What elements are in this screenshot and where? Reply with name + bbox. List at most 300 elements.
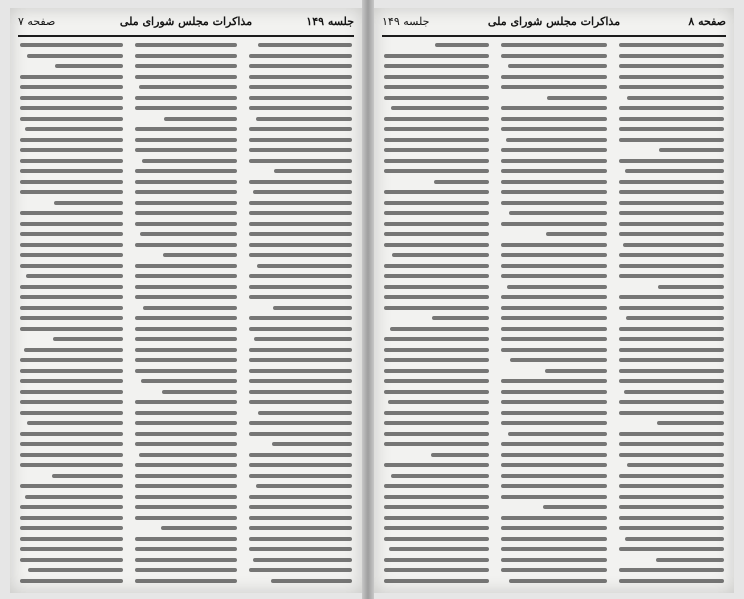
text-line-placeholder xyxy=(249,369,352,373)
text-line-placeholder xyxy=(26,274,123,278)
text-line-placeholder xyxy=(135,516,238,520)
text-line-placeholder xyxy=(627,463,724,467)
text-line-placeholder xyxy=(20,106,123,110)
text-line-placeholder xyxy=(20,379,123,383)
text-line-placeholder xyxy=(249,127,352,131)
text-line-placeholder xyxy=(20,232,123,236)
text-line-placeholder xyxy=(249,547,352,551)
text-line-placeholder xyxy=(53,337,123,341)
text-line-placeholder xyxy=(501,516,606,520)
text-line-placeholder xyxy=(135,484,238,488)
text-line-placeholder xyxy=(135,295,238,299)
text-line-placeholder xyxy=(24,348,123,352)
text-line-placeholder xyxy=(249,400,352,404)
text-line-placeholder xyxy=(140,232,238,236)
text-line-placeholder xyxy=(384,442,489,446)
text-line-placeholder xyxy=(501,568,606,572)
text-line-placeholder xyxy=(143,306,237,310)
text-line-placeholder xyxy=(249,138,352,142)
text-line-placeholder xyxy=(20,505,123,509)
text-line-placeholder xyxy=(135,180,238,184)
text-line-placeholder xyxy=(253,190,352,194)
text-line-placeholder xyxy=(627,96,724,100)
text-line-placeholder xyxy=(249,379,352,383)
text-line-placeholder xyxy=(619,327,724,331)
text-line-placeholder xyxy=(501,348,606,352)
left-running-header xyxy=(18,12,354,32)
text-line-placeholder xyxy=(501,54,606,58)
text-line-placeholder xyxy=(619,201,724,205)
text-line-placeholder xyxy=(432,316,489,320)
text-line-placeholder xyxy=(256,484,353,488)
text-line-placeholder xyxy=(619,516,724,520)
text-line-placeholder xyxy=(384,64,489,68)
text-line-placeholder xyxy=(27,54,122,58)
text-line-placeholder xyxy=(501,453,606,457)
text-line-placeholder xyxy=(20,169,123,173)
text-line-placeholder xyxy=(135,348,238,352)
text-line-placeholder xyxy=(135,169,238,173)
text-line-placeholder xyxy=(20,243,123,247)
text-line-placeholder xyxy=(384,379,489,383)
text-line-placeholder xyxy=(619,222,724,226)
text-line-placeholder xyxy=(135,148,238,152)
text-line-placeholder xyxy=(619,442,724,446)
left-header-title: مذاکرات مجلس شورای ملی xyxy=(119,15,253,28)
text-line-placeholder xyxy=(384,96,489,100)
text-line-placeholder xyxy=(135,579,238,583)
text-line-placeholder xyxy=(501,106,606,110)
text-line-placeholder xyxy=(508,432,607,436)
text-line-placeholder xyxy=(135,285,238,289)
text-line-placeholder xyxy=(135,138,238,142)
text-line-placeholder xyxy=(135,337,238,341)
text-line-placeholder xyxy=(384,264,489,268)
left-page-number: صفحه ۷ xyxy=(18,15,56,28)
text-line-placeholder xyxy=(384,274,489,278)
text-line-placeholder xyxy=(384,295,489,299)
left-page-column-left xyxy=(20,43,123,583)
text-line-placeholder xyxy=(384,579,489,583)
text-line-placeholder xyxy=(435,43,490,47)
text-line-placeholder xyxy=(135,96,238,100)
text-line-placeholder xyxy=(249,526,352,530)
text-line-placeholder xyxy=(384,484,489,488)
text-line-placeholder xyxy=(20,547,123,551)
text-line-placeholder xyxy=(135,127,238,131)
text-line-placeholder xyxy=(135,558,238,562)
left-page-column-right xyxy=(249,43,352,583)
text-line-placeholder xyxy=(20,327,123,331)
text-line-placeholder xyxy=(20,442,123,446)
text-line-placeholder xyxy=(546,232,607,236)
text-line-placeholder xyxy=(52,474,123,478)
left-session-number: جلسه ۱۴۹ xyxy=(306,15,354,28)
text-line-placeholder xyxy=(135,400,238,404)
text-line-placeholder xyxy=(384,243,489,247)
text-line-placeholder xyxy=(20,526,123,530)
text-line-placeholder xyxy=(626,316,724,320)
text-line-placeholder xyxy=(501,169,606,173)
text-line-placeholder xyxy=(135,463,238,467)
text-line-placeholder xyxy=(619,400,724,404)
right-running-header xyxy=(382,12,726,32)
text-line-placeholder xyxy=(384,159,489,163)
text-line-placeholder xyxy=(619,127,724,131)
text-line-placeholder xyxy=(135,421,238,425)
text-line-placeholder xyxy=(249,64,352,68)
text-line-placeholder xyxy=(135,442,238,446)
text-line-placeholder xyxy=(619,138,724,142)
text-line-placeholder xyxy=(54,201,123,205)
text-line-placeholder xyxy=(253,558,352,562)
text-line-placeholder xyxy=(249,159,352,163)
text-line-placeholder xyxy=(249,285,352,289)
text-line-placeholder xyxy=(508,64,607,68)
text-line-placeholder xyxy=(249,327,352,331)
text-line-placeholder xyxy=(20,400,123,404)
text-line-placeholder xyxy=(619,337,724,341)
text-line-placeholder xyxy=(384,232,489,236)
right-page-number: صفحه ۸ xyxy=(688,15,726,28)
left-columns xyxy=(20,43,352,583)
text-line-placeholder xyxy=(384,495,489,499)
text-line-placeholder xyxy=(20,222,123,226)
text-line-placeholder xyxy=(135,274,238,278)
left-page-column-center xyxy=(135,43,238,583)
text-line-placeholder xyxy=(501,264,606,268)
right-page xyxy=(374,8,734,593)
text-line-placeholder xyxy=(135,75,238,79)
text-line-placeholder xyxy=(501,159,606,163)
text-line-placeholder xyxy=(20,453,123,457)
text-line-placeholder xyxy=(135,411,238,415)
text-line-placeholder xyxy=(384,348,489,352)
text-line-placeholder xyxy=(501,463,606,467)
text-line-placeholder xyxy=(249,295,352,299)
right-session-number: جلسه ۱۴۹ xyxy=(382,15,430,28)
text-line-placeholder xyxy=(135,474,238,478)
text-line-placeholder xyxy=(135,211,238,215)
text-line-placeholder xyxy=(501,222,606,226)
text-line-placeholder xyxy=(384,54,489,58)
text-line-placeholder xyxy=(619,348,724,352)
text-line-placeholder xyxy=(139,85,238,89)
text-line-placeholder xyxy=(135,327,238,331)
text-line-placeholder xyxy=(384,516,489,520)
text-line-placeholder xyxy=(619,505,724,509)
text-line-placeholder xyxy=(619,211,724,215)
text-line-placeholder xyxy=(619,159,724,163)
text-line-placeholder xyxy=(20,484,123,488)
text-line-placeholder xyxy=(384,432,489,436)
text-line-placeholder xyxy=(619,106,724,110)
text-line-placeholder xyxy=(20,463,123,467)
text-line-placeholder xyxy=(25,127,123,131)
text-line-placeholder xyxy=(545,369,607,373)
text-line-placeholder xyxy=(162,390,237,394)
text-line-placeholder xyxy=(625,169,724,173)
text-line-placeholder xyxy=(25,495,123,499)
text-line-placeholder xyxy=(501,148,606,152)
text-line-placeholder xyxy=(20,75,123,79)
text-line-placeholder xyxy=(619,43,724,47)
text-line-placeholder xyxy=(20,117,123,121)
text-line-placeholder xyxy=(501,400,606,404)
text-line-placeholder xyxy=(434,180,490,184)
text-line-placeholder xyxy=(135,537,238,541)
text-line-placeholder xyxy=(619,453,724,457)
text-line-placeholder xyxy=(249,432,352,436)
text-line-placeholder xyxy=(20,85,123,89)
text-line-placeholder xyxy=(142,159,237,163)
text-line-placeholder xyxy=(547,96,607,100)
left-page xyxy=(10,8,362,593)
text-line-placeholder xyxy=(249,222,352,226)
text-line-placeholder xyxy=(501,547,606,551)
text-line-placeholder xyxy=(135,201,238,205)
text-line-placeholder xyxy=(431,453,489,457)
text-line-placeholder xyxy=(272,442,352,446)
text-line-placeholder xyxy=(625,537,724,541)
text-line-placeholder xyxy=(135,190,238,194)
text-line-placeholder xyxy=(249,505,352,509)
text-line-placeholder xyxy=(619,526,724,530)
text-line-placeholder xyxy=(249,316,352,320)
text-line-placeholder xyxy=(619,411,724,415)
text-line-placeholder xyxy=(20,411,123,415)
text-line-placeholder xyxy=(501,474,606,478)
text-line-placeholder xyxy=(249,516,352,520)
text-line-placeholder xyxy=(384,222,489,226)
text-line-placeholder xyxy=(20,316,123,320)
text-line-placeholder xyxy=(249,537,352,541)
text-line-placeholder xyxy=(271,579,352,583)
text-line-placeholder xyxy=(135,264,238,268)
text-line-placeholder xyxy=(619,180,724,184)
text-line-placeholder xyxy=(249,348,352,352)
text-line-placeholder xyxy=(501,295,606,299)
text-line-placeholder xyxy=(20,432,123,436)
right-header-rule xyxy=(382,35,726,37)
text-line-placeholder xyxy=(624,390,724,394)
text-line-placeholder xyxy=(384,369,489,373)
text-line-placeholder xyxy=(20,253,123,257)
text-line-placeholder xyxy=(619,568,724,572)
text-line-placeholder xyxy=(619,274,724,278)
text-line-placeholder xyxy=(249,495,352,499)
text-line-placeholder xyxy=(135,505,238,509)
right-page-column-right xyxy=(619,43,724,583)
text-line-placeholder xyxy=(501,253,606,257)
text-line-placeholder xyxy=(20,579,123,583)
text-line-placeholder xyxy=(20,390,123,394)
text-line-placeholder xyxy=(135,54,238,58)
text-line-placeholder xyxy=(501,316,606,320)
text-line-placeholder xyxy=(501,43,606,47)
text-line-placeholder xyxy=(507,285,607,289)
text-line-placeholder xyxy=(619,495,724,499)
text-line-placeholder xyxy=(249,358,352,362)
text-line-placeholder xyxy=(20,148,123,152)
text-line-placeholder xyxy=(20,211,123,215)
text-line-placeholder xyxy=(619,306,724,310)
text-line-placeholder xyxy=(501,442,606,446)
text-line-placeholder xyxy=(163,253,237,257)
text-line-placeholder xyxy=(249,211,352,215)
text-line-placeholder xyxy=(384,148,489,152)
text-line-placeholder xyxy=(135,43,238,47)
book-gutter xyxy=(362,0,374,599)
text-line-placeholder xyxy=(501,75,606,79)
text-line-placeholder xyxy=(384,526,489,530)
text-line-placeholder xyxy=(391,474,489,478)
text-line-placeholder xyxy=(501,127,606,131)
text-line-placeholder xyxy=(509,579,607,583)
text-line-placeholder xyxy=(623,243,724,247)
text-line-placeholder xyxy=(384,138,489,142)
text-line-placeholder xyxy=(273,306,352,310)
text-line-placeholder xyxy=(391,106,489,110)
text-line-placeholder xyxy=(274,169,352,173)
text-line-placeholder xyxy=(249,85,352,89)
text-line-placeholder xyxy=(20,369,123,373)
text-line-placeholder xyxy=(249,463,352,467)
text-line-placeholder xyxy=(249,243,352,247)
text-line-placeholder xyxy=(619,232,724,236)
text-line-placeholder xyxy=(161,526,237,530)
text-line-placeholder xyxy=(392,253,489,257)
text-line-placeholder xyxy=(20,43,123,47)
text-line-placeholder xyxy=(384,568,489,572)
text-line-placeholder xyxy=(384,390,489,394)
text-line-placeholder xyxy=(254,337,352,341)
text-line-placeholder xyxy=(20,306,123,310)
text-line-placeholder xyxy=(249,54,352,58)
text-line-placeholder xyxy=(249,148,352,152)
text-line-placeholder xyxy=(501,180,606,184)
right-columns xyxy=(384,43,724,583)
text-line-placeholder xyxy=(390,327,489,331)
text-line-placeholder xyxy=(501,337,606,341)
text-line-placeholder xyxy=(384,505,489,509)
right-header-title: مذاکرات مجلس شورای ملی xyxy=(487,15,621,28)
text-line-placeholder xyxy=(619,190,724,194)
text-line-placeholder xyxy=(20,159,123,163)
text-line-placeholder xyxy=(249,96,352,100)
text-line-placeholder xyxy=(135,568,238,572)
text-line-placeholder xyxy=(249,568,352,572)
text-line-placeholder xyxy=(389,547,489,551)
text-line-placeholder xyxy=(384,358,489,362)
text-line-placeholder xyxy=(619,579,724,583)
text-line-placeholder xyxy=(20,295,123,299)
text-line-placeholder xyxy=(657,421,724,425)
left-header-rule xyxy=(18,35,354,37)
text-line-placeholder xyxy=(249,474,352,478)
text-line-placeholder xyxy=(501,495,606,499)
text-line-placeholder xyxy=(656,558,724,562)
text-line-placeholder xyxy=(249,201,352,205)
text-line-placeholder xyxy=(501,85,606,89)
right-page-column-left xyxy=(384,43,489,583)
text-line-placeholder xyxy=(384,537,489,541)
text-line-placeholder xyxy=(619,85,724,89)
text-line-placeholder xyxy=(384,169,489,173)
text-line-placeholder xyxy=(501,117,606,121)
text-line-placeholder xyxy=(658,285,724,289)
text-line-placeholder xyxy=(619,474,724,478)
text-line-placeholder xyxy=(619,432,724,436)
text-line-placeholder xyxy=(619,547,724,551)
text-line-placeholder xyxy=(506,138,607,142)
text-line-placeholder xyxy=(501,421,606,425)
text-line-placeholder xyxy=(135,358,238,362)
text-line-placeholder xyxy=(249,453,352,457)
text-line-placeholder xyxy=(20,264,123,268)
text-line-placeholder xyxy=(501,327,606,331)
text-line-placeholder xyxy=(257,264,352,268)
text-line-placeholder xyxy=(135,369,238,373)
text-line-placeholder xyxy=(258,43,352,47)
text-line-placeholder xyxy=(619,358,724,362)
text-line-placeholder xyxy=(619,295,724,299)
text-line-placeholder xyxy=(256,117,353,121)
text-line-placeholder xyxy=(135,547,238,551)
text-line-placeholder xyxy=(501,274,606,278)
text-line-placeholder xyxy=(20,180,123,184)
text-line-placeholder xyxy=(501,526,606,530)
text-line-placeholder xyxy=(249,232,352,236)
text-line-placeholder xyxy=(20,285,123,289)
text-line-placeholder xyxy=(619,54,724,58)
text-line-placeholder xyxy=(501,306,606,310)
text-line-placeholder xyxy=(135,432,238,436)
text-line-placeholder xyxy=(384,201,489,205)
text-line-placeholder xyxy=(384,421,489,425)
text-line-placeholder xyxy=(619,253,724,257)
text-line-placeholder xyxy=(619,75,724,79)
text-line-placeholder xyxy=(55,64,123,68)
text-line-placeholder xyxy=(619,264,724,268)
text-line-placeholder xyxy=(384,190,489,194)
text-line-placeholder xyxy=(20,96,123,100)
text-line-placeholder xyxy=(501,201,606,205)
text-line-placeholder xyxy=(501,558,606,562)
text-line-placeholder xyxy=(501,411,606,415)
text-line-placeholder xyxy=(135,64,238,68)
text-line-placeholder xyxy=(20,558,123,562)
text-line-placeholder xyxy=(384,127,489,131)
text-line-placeholder xyxy=(135,316,238,320)
text-line-placeholder xyxy=(501,243,606,247)
text-line-placeholder xyxy=(384,85,489,89)
text-line-placeholder xyxy=(27,421,122,425)
text-line-placeholder xyxy=(619,379,724,383)
text-line-placeholder xyxy=(384,285,489,289)
text-line-placeholder xyxy=(249,106,352,110)
text-line-placeholder xyxy=(20,358,123,362)
text-line-placeholder xyxy=(501,379,606,383)
text-line-placeholder xyxy=(135,243,238,247)
text-line-placeholder xyxy=(384,211,489,215)
text-line-placeholder xyxy=(135,495,238,499)
right-page-column-center xyxy=(501,43,606,583)
text-line-placeholder xyxy=(249,75,352,79)
text-line-placeholder xyxy=(384,558,489,562)
text-line-placeholder xyxy=(388,400,489,404)
text-line-placeholder xyxy=(384,306,489,310)
